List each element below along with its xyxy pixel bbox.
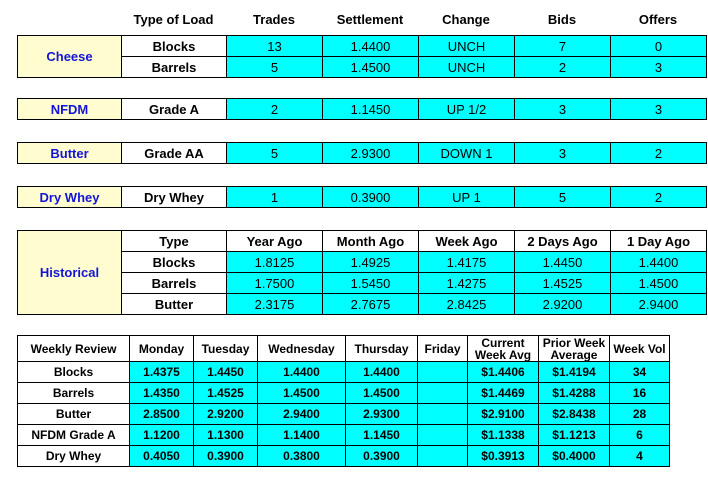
table-cell: 1.4175 — [419, 252, 515, 273]
table-cell: 2.9200 — [194, 404, 258, 425]
column-header: Week Ago — [419, 231, 515, 252]
load-type: Barrels — [122, 57, 227, 78]
table-row — [18, 294, 707, 315]
table-cell: 2.7675 — [323, 294, 419, 315]
table-cell: 2.9300 — [346, 404, 418, 425]
table-row — [18, 187, 707, 208]
table-row — [18, 143, 707, 164]
table-cell: 2.9400 — [258, 404, 346, 425]
table-cell: $1.4469 — [468, 383, 539, 404]
table-row — [18, 252, 707, 273]
cheese-table — [17, 35, 707, 78]
weekly-review-table — [17, 335, 670, 467]
settlement-value: 1.4400 — [323, 36, 419, 57]
offers-value: 3 — [611, 99, 707, 120]
table-cell: 1.4450 — [194, 362, 258, 383]
table-cell: 2.8500 — [130, 404, 194, 425]
row-label: Barrels — [122, 273, 227, 294]
table-cell: 2.3175 — [227, 294, 323, 315]
table-row — [18, 57, 707, 78]
change-value: DOWN 1 — [419, 143, 515, 164]
bids-value: 5 — [515, 187, 611, 208]
table-cell: 1.1300 — [194, 425, 258, 446]
table-cell: $1.1338 — [468, 425, 539, 446]
column-header: Monday — [130, 336, 194, 362]
table-cell: $1.4406 — [468, 362, 539, 383]
butter-table — [17, 142, 707, 164]
column-header: Type — [122, 231, 227, 252]
change-value: UP 1/2 — [419, 99, 515, 120]
table-cell: 4 — [610, 446, 670, 467]
column-header: Prior Week Average — [539, 336, 610, 362]
header-trades: Trades — [253, 11, 295, 27]
row-label: Blocks — [18, 362, 130, 383]
offers-value: 0 — [611, 36, 707, 57]
table-cell: $1.1213 — [539, 425, 610, 446]
row-label: Butter — [18, 404, 130, 425]
table-cell: 2.9200 — [515, 294, 611, 315]
table-cell: 16 — [610, 383, 670, 404]
historical-table — [17, 230, 707, 315]
column-header: Tuesday — [194, 336, 258, 362]
table-row — [18, 404, 670, 425]
product-label-historical: Historical — [18, 231, 122, 315]
table-cell: 28 — [610, 404, 670, 425]
table-cell — [418, 446, 468, 467]
table-row — [18, 36, 707, 57]
table-cell: 1.4525 — [194, 383, 258, 404]
table-cell: 1.4375 — [130, 362, 194, 383]
table-cell: 1.4500 — [258, 383, 346, 404]
column-header: Month Ago — [323, 231, 419, 252]
table-cell: 0.3900 — [194, 446, 258, 467]
table-row — [18, 362, 670, 383]
table-cell: 1.4500 — [611, 273, 707, 294]
table-row — [18, 273, 707, 294]
trades-value: 5 — [227, 57, 323, 78]
row-label: Dry Whey — [18, 446, 130, 467]
column-header: Friday — [418, 336, 468, 362]
table-cell — [418, 383, 468, 404]
column-header-row — [17, 7, 706, 31]
load-type: Blocks — [122, 36, 227, 57]
column-header: Weekly Review — [18, 336, 130, 362]
dry-whey-table — [17, 186, 707, 208]
header-offers: Offers — [638, 11, 678, 27]
table-cell: 1.4525 — [515, 273, 611, 294]
column-header: Thursday — [346, 336, 418, 362]
row-label: Barrels — [18, 383, 130, 404]
settlement-value: 2.9300 — [323, 143, 419, 164]
settlement-value: 1.1450 — [323, 99, 419, 120]
table-cell: $1.4288 — [539, 383, 610, 404]
row-label: NFDM Grade A — [18, 425, 130, 446]
column-header: Week Vol — [610, 336, 670, 362]
column-header: Wednesday — [258, 336, 346, 362]
table-cell: 6 — [610, 425, 670, 446]
column-header: Current Week Avg — [468, 336, 539, 362]
load-type: Dry Whey — [122, 187, 227, 208]
table-cell: 1.4450 — [515, 252, 611, 273]
table-header-row — [18, 336, 670, 362]
load-type: Grade AA — [122, 143, 227, 164]
table-cell: 1.1200 — [130, 425, 194, 446]
change-value: UNCH — [419, 36, 515, 57]
table-cell: 1.4400 — [258, 362, 346, 383]
table-cell: 34 — [610, 362, 670, 383]
table-cell: $0.4000 — [539, 446, 610, 467]
table-row — [18, 383, 670, 404]
table-cell: 1.4400 — [346, 362, 418, 383]
product-label-butter: Butter — [18, 143, 122, 164]
header-change: Change — [442, 11, 490, 27]
table-cell: $2.8438 — [539, 404, 610, 425]
offers-value: 3 — [611, 57, 707, 78]
trades-value: 13 — [227, 36, 323, 57]
header-settlement: Settlement — [336, 11, 404, 27]
table-cell: 1.8125 — [227, 252, 323, 273]
table-cell — [418, 425, 468, 446]
table-cell: 1.4400 — [611, 252, 707, 273]
trades-value: 2 — [227, 99, 323, 120]
header-bids: Bids — [547, 11, 577, 27]
table-cell: 1.1450 — [346, 425, 418, 446]
table-cell: 0.3800 — [258, 446, 346, 467]
offers-value: 2 — [611, 143, 707, 164]
row-label: Blocks — [122, 252, 227, 273]
column-header: Year Ago — [227, 231, 323, 252]
bids-value: 3 — [515, 99, 611, 120]
nfdm-table — [17, 98, 707, 120]
table-cell: $1.4194 — [539, 362, 610, 383]
table-row — [18, 425, 670, 446]
table-cell: 2.9400 — [611, 294, 707, 315]
column-header: 2 Days Ago — [515, 231, 611, 252]
table-cell: 1.7500 — [227, 273, 323, 294]
table-cell: 1.1400 — [258, 425, 346, 446]
table-cell — [418, 404, 468, 425]
offers-value: 2 — [611, 187, 707, 208]
product-label-nfdm: NFDM — [18, 99, 122, 120]
table-row — [18, 446, 670, 467]
table-cell: 1.5450 — [323, 273, 419, 294]
table-cell: 2.8425 — [419, 294, 515, 315]
table-cell: 1.4500 — [346, 383, 418, 404]
table-cell: $0.3913 — [468, 446, 539, 467]
bids-value: 7 — [515, 36, 611, 57]
trades-value: 1 — [227, 187, 323, 208]
change-value: UNCH — [419, 57, 515, 78]
header-type-of-load: Type of Load — [133, 11, 214, 27]
settlement-value: 1.4500 — [323, 57, 419, 78]
load-type: Grade A — [122, 99, 227, 120]
table-cell: 1.4925 — [323, 252, 419, 273]
table-cell: 0.4050 — [130, 446, 194, 467]
product-label-dry-whey: Dry Whey — [18, 187, 122, 208]
table-cell — [418, 362, 468, 383]
table-cell: 1.4350 — [130, 383, 194, 404]
bids-value: 2 — [515, 57, 611, 78]
table-cell: 0.3900 — [346, 446, 418, 467]
product-label-cheese: Cheese — [18, 36, 122, 78]
trades-value: 5 — [227, 143, 323, 164]
settlement-value: 0.3900 — [323, 187, 419, 208]
change-value: UP 1 — [419, 187, 515, 208]
table-cell: $2.9100 — [468, 404, 539, 425]
row-label: Butter — [122, 294, 227, 315]
table-cell: 1.4275 — [419, 273, 515, 294]
column-header: 1 Day Ago — [611, 231, 707, 252]
bids-value: 3 — [515, 143, 611, 164]
table-header-row — [18, 231, 707, 252]
table-row — [18, 99, 707, 120]
